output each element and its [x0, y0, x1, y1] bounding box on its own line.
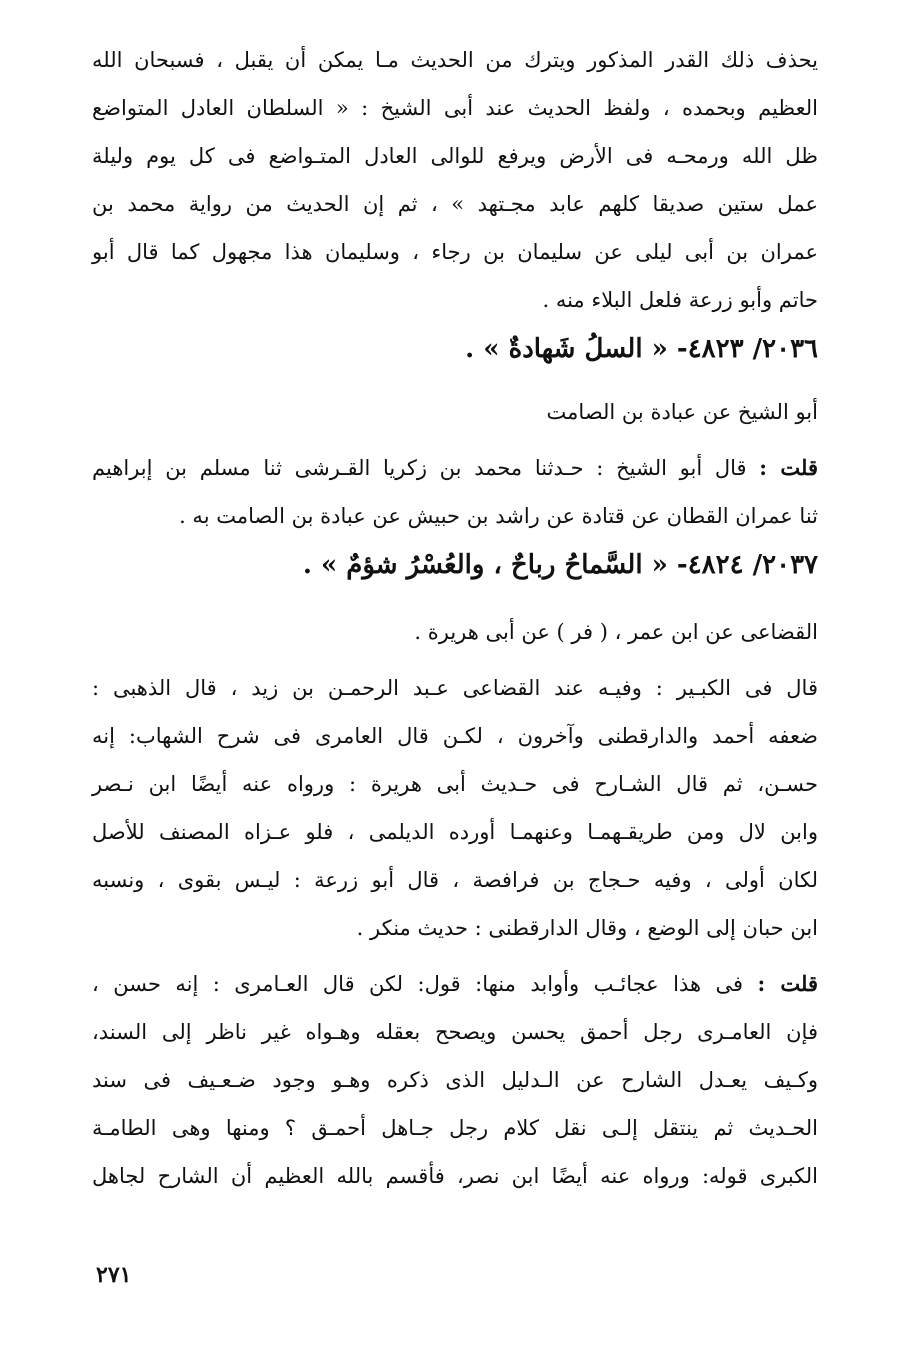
text-line: وابن لال ومن طريقـهمـا وعنهمـا أورده الديلمى ، فلو عـزاه المصنف للأصل	[92, 820, 818, 844]
text-line: حسـن، ثم قال الشـارح فى حـديث أبى هريرة : ورواه عنه أيضًا ابن نـصر	[92, 772, 818, 796]
paragraph-comment	[92, 444, 818, 540]
text-line: ثنا عمران القطان عن قتادة عن راشد بن حبيش عن عبادة بن الصامت به .	[179, 504, 818, 528]
qult-label: قلت :	[759, 455, 818, 480]
hadith-text: « السلُ شَهادةٌ » .	[465, 334, 668, 364]
paragraph-intro	[92, 36, 818, 324]
hadith-text: « السَّماحُ رباحٌ ، والعُسْرُ شؤمٌ » .	[302, 550, 668, 580]
text-line	[92, 960, 818, 1008]
paragraph-critique	[92, 960, 818, 1200]
hadith-source: القضاعى عن ابن عمر ، ( فر ) عن أبى هريرة .	[414, 620, 818, 644]
text-line: حاتم وأبو زرعة فلعل البلاء منه .	[542, 288, 818, 312]
text-line	[92, 444, 818, 492]
page-body	[92, 36, 818, 1200]
text-line: وكـيف يعـدل الشارح عن الـدليل الذى ذكره وهـو وجود ضـعـيف فى سند	[92, 1068, 818, 1092]
text-line: عمران بن أبى ليلى عن سليمان بن رجاء ، وسليمان هذا مجهول كما قال أبو	[92, 240, 818, 264]
hadith-number: ٢٠٣٧/ ٤٨٢٤-	[676, 550, 818, 580]
text-line: العظيم وبحمده ، ولفظ الحديث عند أبى الشيخ : « السلطان العادل المتواضع	[92, 96, 818, 120]
text-line: عمل ستين صديقا كلهم عابد مجـتهد » ، ثم إن الحديث من رواية محمد بن	[92, 192, 818, 216]
qult-label: قلت :	[757, 971, 818, 996]
text-line: يحذف ذلك القدر المذكور ويترك من الحديث مـا يمكن أن يقبل ، فسبحان الله	[92, 48, 818, 72]
text-line: الكبرى قوله: ورواه عنه أيضًا ابن نصر، فأقسم بالله العظيم أن الشارح لجاهل	[92, 1164, 818, 1188]
page-number: ٢٧١	[96, 1262, 132, 1288]
text-line: الحـديث ثم ينتقل إلـى نقل كلام رجل جـاهل أحمـق ؟ ومنها وهى الطامـة	[92, 1116, 818, 1140]
text-line: ابن حبان إلى الوضع ، وقال الدارقطنى : حديث منكر .	[356, 916, 818, 940]
hadith-heading-2037	[92, 540, 818, 590]
text-line: فإن العامـرى رجل أحمق يحسن ويصحح بعقله وهـواه غير ناظر إلى السند،	[92, 1020, 818, 1044]
text-line: قال فى الكبـير : وفيـه عند القضاعى عـبد الرحمـن بن زيد ، قال الذهبى :	[92, 676, 818, 700]
text-line: ظل الله ورمحـه فى الأرض ويرفع للوالى العادل المتـواضع فى كل يوم وليلة	[92, 144, 818, 168]
text-line: لكان أولى ، وفيه حـجاج بن فرافصة ، قال أبو زرعة : ليـس بقوى ، ونسبه	[92, 868, 818, 892]
line-text: قال أبو الشيخ : حـدثنا محمد بن زكريا القـرشى ثنا مسلم بن إبراهيم	[92, 456, 747, 480]
text-line: ضعفه أحمد والدارقطنى وآخرون ، لكـن قال العامرى فى شرح الشهاب: إنه	[92, 724, 818, 748]
hadith-heading-2036	[92, 324, 818, 374]
hadith-source: أبو الشيخ عن عبادة بن الصامت	[546, 400, 818, 424]
hadith-number: ٢٠٣٦/ ٤٨٢٣-	[676, 334, 818, 364]
paragraph-kabir	[92, 664, 818, 952]
line-text: فى هذا عجائـب وأوابد منها: قول: لكن قال العـامرى : إنه حسن ،	[92, 972, 744, 996]
